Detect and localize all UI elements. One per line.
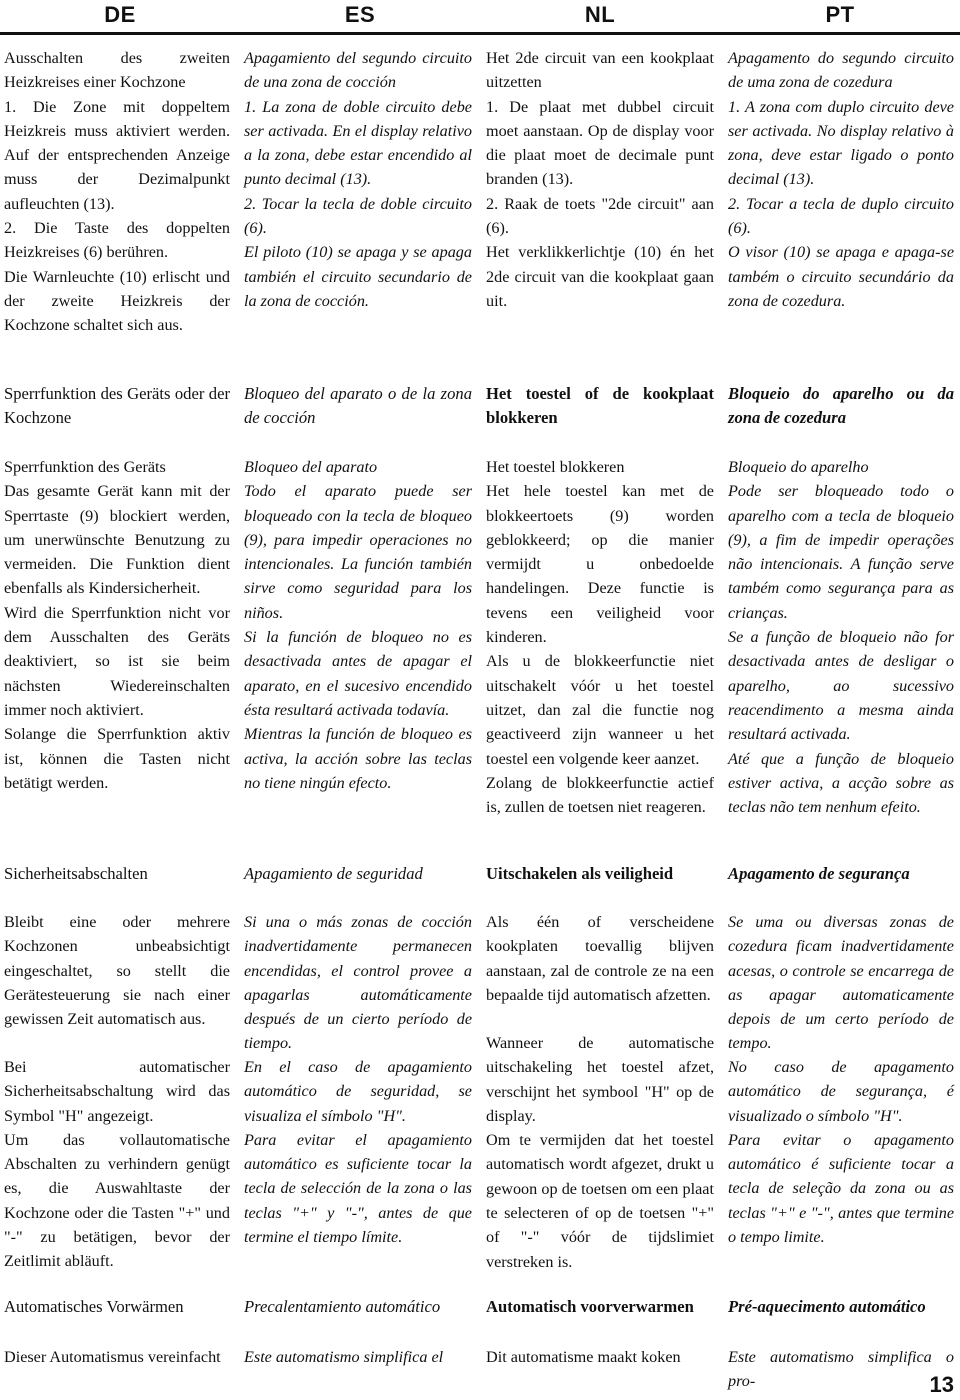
s4-text-es: Este automatismo simplifica el <box>244 1348 444 1366</box>
header-de: DE <box>104 2 136 27</box>
s4-text-nl: Dit automatisme maakt koken <box>486 1348 681 1366</box>
header-rule <box>0 32 960 35</box>
s1-text-nl: Het 2de circuit van een kookplaat uitzetten 1. De plaat met dubbel circuit moet aanstaan. Op de display voor die plaat moet de decimale punt branden (13). 2. Raak de toets "2de circuit" aan (6). Het verklikkerlichtje (10) én het 2de circuit van die kookplaat gaan uit. <box>486 49 714 310</box>
s3a-text-nl: Als één of verscheidene kookplaten toevallig blijven aanstaan, zal de controle ze na een bepaalde tijd automatisch afzetten. <box>486 913 714 1004</box>
s3-title-es: Apagamiento de seguridad <box>244 864 423 883</box>
s1-text-pt: Apagamento do segundo circuito de uma zona de cozedura 1. A zona com duplo circuito deve ser activada. No display relativo à zona, deve estar ligado o ponto decimal (13). 2. Tocar a tecla de duplo circuito (6). O visor (10) se apaga e apaga-se também o circuito secundário da zona de cozedura. <box>728 49 954 310</box>
s2-title-pt: Bloqueio do aparelho ou da zona de cozedura <box>728 384 954 428</box>
s4-title-pt: Pré-aquecimento automático <box>728 1297 926 1316</box>
s3b-text-nl: Wanneer de automatische uitschakeling het toestel afzet, verschijnt het symbool "H" op de display. Om te vermijden dat het toestel automatisch wordt afgezet, drukt u gewoon op de toetsen om een plaat te selecteren of op de toetsen "+" of "-" vóór de tijdslimiet verstreken is. <box>486 1034 714 1271</box>
s3-title-de: Sicherheitsabschalten <box>4 864 148 883</box>
s1-text-es: Apagamiento del segundo circuito de una zona de cocción 1. La zona de doble circuito debe ser activada. En el display relativo a la zona, debe estar encendido al punto decimal (13). 2. Tocar la tecla de doble circuito (6). El piloto (10) se apaga y se apaga también el circuito secundario de la zona de cocción. <box>244 49 472 310</box>
header-es: ES <box>344 2 376 27</box>
s4-title-nl: Automatisch voorverwarmen <box>486 1297 694 1316</box>
s3a-text-de: Bleibt eine oder mehrere Kochzonen unbeabsichtigt eingeschaltet, so stellt die Gerätesteuerung sie nach einer gewissen Zeit automatisch aus. <box>4 913 230 1029</box>
s3-title-nl: Uitschakelen als veiligheid <box>486 864 674 883</box>
s2-title-nl: Het toestel of de kookplaat blokkeren <box>486 384 714 428</box>
s1-text-de: Ausschalten des zweiten Heizkreises einer Kochzone 1. Die Zone mit doppeltem Heizkreis muss aktiviert werden. Auf der entsprechenden Anzeige muss der Dezimalpunkt aufleuchten (13). 2. Die Taste des doppelten Heizkreises (6) berühren. Die Warnleuchte (10) erlischt und der zweite Heizkreis der Kochzone schaltet sich aus. <box>4 49 230 335</box>
s3a-text-pt: Se uma ou diversas zonas de cozedura ficam inadvertidamente acesas, o controle se encarrega de as apagar automaticamente depois de um certo período de tempo. <box>728 913 954 1053</box>
s3a-text-es: Si una o más zonas de cocción inadvertidamente permanecen encendidas, el control provee a apagarlas automáticamente después de un cierto período de tiempo. <box>244 913 472 1053</box>
s2-text-es: Bloqueo del aparato Todo el aparato puede ser bloqueado con la tecla de bloqueo (9), para impedir operaciones no intencionales. La función también sirve como seguridad para los niños. Si la función de bloqueo no es desactivada antes de apagar el aparato, en el sucesivo encendido ésta resultará activada todavía. Mientras la función de bloqueo es activa, la acción sobre las teclas no tiene ningún efecto. <box>244 458 472 792</box>
s3b-text-pt: No caso de apagamento automático de segurança, é visualizado o símbolo "H". Para evitar o apagamento automático é suficiente tocar a tecla de seleção da zona ou as teclas "+" e "-", antes que termine o tempo limite. <box>728 1058 954 1247</box>
s4-text-de: Dieser Automatismus vereinfacht <box>4 1348 221 1366</box>
s3b-text-es: En el caso de apagamiento automático de seguridad, se visualiza el símbolo "H". Para evitar el apagamiento automático es suficiente tocar la tecla de selección de la zona o las teclas "+" y "-", antes de que termine el tiempo límite. <box>244 1058 472 1247</box>
page-number: 13 <box>929 1372 954 1397</box>
header-pt: PT <box>825 2 855 27</box>
s4-text-pt: Este automatismo simplifica o pro- <box>728 1348 954 1391</box>
header-nl: NL <box>584 2 616 27</box>
s2-title-de: Sperrfunktion des Geräts oder der Kochzone <box>4 384 230 428</box>
s2-title-es: Bloqueo del aparato o de la zona de cocción <box>244 384 472 428</box>
s2-text-pt: Bloqueio do aparelho Pode ser bloqueado todo o aparelho com a tecla de bloqueio (9), a fim de impedir operações não intencionais. A função serve também como segurança para as crianças. Se a função de bloqueio não for desactivada antes de desligar o aparelho, ao sucessivo reacendimento a mesma ainda resultará activada. Até que a função de bloqueio estiver activa, a acção sobre as teclas não tem nenhum efeito. <box>728 458 954 817</box>
s4-title-de: Automatisches Vorwärmen <box>4 1297 184 1316</box>
s3b-text-de: Bei automatischer Sicherheitsabschaltung wird das Symbol "H" angezeigt. Um das vollautomatische Abschalten zu verhindern genügt es, die Auswahltaste der Kochzone oder die Tasten "+" und "-" zu betätigen, bevor der Zeitlimit abläuft. <box>4 1058 230 1271</box>
s2-text-de: Sperrfunktion des Geräts Das gesamte Gerät kann mit der Sperrtaste (9) blockiert werden, um unerwünschte Benutzung zu vermeiden. Die Funktion dient ebenfalls als Kindersicherheit. Wird die Sperrfunktion nicht vor dem Ausschalten des Geräts deaktiviert, so ist sie beim nächsten Wiedereinschalten immer noch aktiviert. Solange die Sperrfunktion aktiv ist, können die Tasten nicht betätigt werden. <box>4 458 230 792</box>
s4-title-es: Precalentamiento automático <box>244 1297 441 1316</box>
s2-text-nl: Het toestel blokkeren Het hele toestel kan met de blokkeertoets (9) worden geblokkeerd; op die manier vermijdt u onbedoelde handelingen. Deze functie is tevens een veiligheid voor kinderen. Als u de blokkeerfunctie niet uitschakelt vóór u het toestel uitzet, dan zal die functie nog geactiveerd zijn wanneer u het toestel een volgende keer aanzet. Zolang de blokkeerfunctie actief is, zullen de toetsen niet reageren. <box>486 458 714 817</box>
s3-title-pt: Apagamento de segurança <box>728 864 910 883</box>
